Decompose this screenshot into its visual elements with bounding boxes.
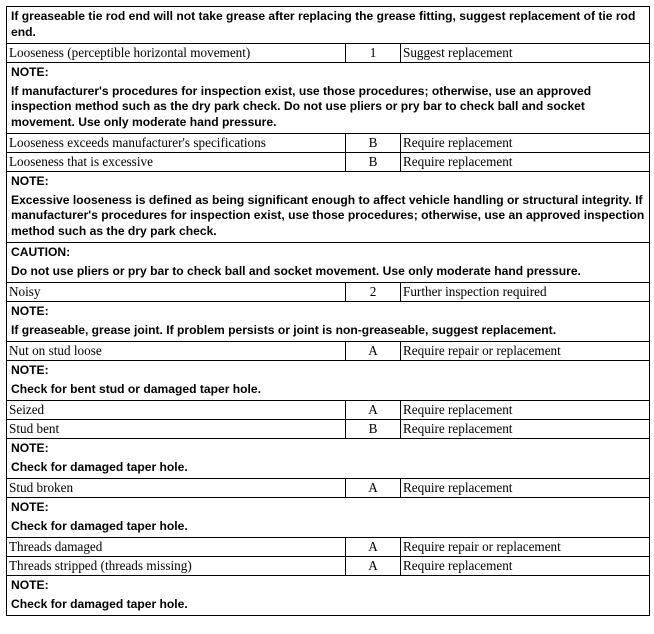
note-text: Check for bent stud or damaged taper hole. (11, 381, 261, 396)
inspection-table-body (7, 7, 650, 616)
code-cell: B (346, 420, 401, 439)
condition-row (7, 153, 650, 172)
condition-row (7, 44, 650, 63)
inspection-table (6, 6, 650, 616)
condition-row (7, 557, 650, 576)
note-row (7, 63, 650, 134)
caution-heading: CAUTION: (11, 245, 71, 259)
note-text: Check for damaged taper hole. (11, 596, 188, 611)
code-cell: B (346, 153, 401, 172)
code-cell: 1 (346, 44, 401, 63)
intro-cell (7, 7, 650, 44)
note-row (7, 576, 650, 616)
note-cell (7, 576, 650, 616)
condition-row (7, 342, 650, 361)
intro-row (7, 7, 650, 44)
note-text: If manufacturer's procedures for inspection exist, use those procedures; otherwise, use an approved inspection method such as the dry park check. Do not use pliers or pry bar to check ball and socket movement. Use only moderate hand pressure. (11, 83, 592, 129)
note-cell (7, 63, 650, 134)
condition-cell: Nut on stud loose (7, 342, 346, 361)
note-cell (7, 439, 650, 479)
code-cell: 2 (346, 283, 401, 302)
code-cell: A (346, 538, 401, 557)
action-cell: Require replacement (401, 557, 650, 576)
note-text: Check for damaged taper hole. (11, 518, 188, 533)
note-row (7, 302, 650, 342)
condition-cell: Stud bent (7, 420, 346, 439)
condition-row (7, 283, 650, 302)
action-cell: Further inspection required (401, 283, 650, 302)
note-heading: NOTE: (11, 578, 49, 592)
condition-cell: Seized (7, 401, 346, 420)
note-heading: NOTE: (11, 174, 49, 188)
condition-row (7, 134, 650, 153)
note-text: Excessive looseness is defined as being significant enough to affect vehicle handling or structural integrity. If manufacturer's procedures for inspection exist, use those procedures; otherwise, use an approved inspection method such as the dry park check. (11, 192, 645, 238)
condition-cell: Looseness that is excessive (7, 153, 346, 172)
note-heading: NOTE: (11, 363, 49, 377)
condition-cell: Looseness (perceptible horizontal movement) (7, 44, 346, 63)
action-cell: Require replacement (401, 134, 650, 153)
note-heading: NOTE: (11, 441, 49, 455)
condition-cell: Looseness exceeds manufacturer's specifications (7, 134, 346, 153)
condition-row (7, 401, 650, 420)
action-cell: Require replacement (401, 401, 650, 420)
note-cell (7, 302, 650, 342)
caution-cell (7, 243, 650, 283)
note-heading: NOTE: (11, 65, 49, 79)
action-cell: Require repair or replacement (401, 342, 650, 361)
condition-cell: Threads stripped (threads missing) (7, 557, 346, 576)
note-row (7, 361, 650, 401)
caution-text: Do not use pliers or pry bar to check ball and socket movement. Use only moderate hand pressure. (11, 263, 581, 278)
note-text: Check for damaged taper hole. (11, 459, 188, 474)
note-cell (7, 498, 650, 538)
action-cell: Require repair or replacement (401, 538, 650, 557)
condition-cell: Threads damaged (7, 538, 346, 557)
code-cell: A (346, 342, 401, 361)
action-cell: Require replacement (401, 420, 650, 439)
code-cell: A (346, 557, 401, 576)
action-cell: Require replacement (401, 153, 650, 172)
intro-text: If greaseable tie rod end will not take grease after replacing the grease fitting, suggest replacement of tie rod end. (11, 9, 636, 39)
code-cell: B (346, 134, 401, 153)
note-heading: NOTE: (11, 304, 49, 318)
note-text: If greaseable, grease joint. If problem persists or joint is non-greaseable, suggest replacement. (11, 322, 557, 337)
action-cell: Suggest replacement (401, 44, 650, 63)
note-cell (7, 361, 650, 401)
note-row (7, 439, 650, 479)
note-heading: NOTE: (11, 500, 49, 514)
condition-row (7, 538, 650, 557)
caution-row (7, 243, 650, 283)
note-row (7, 498, 650, 538)
condition-row (7, 420, 650, 439)
note-row (7, 172, 650, 243)
code-cell: A (346, 401, 401, 420)
action-cell: Require replacement (401, 479, 650, 498)
condition-row (7, 479, 650, 498)
condition-cell: Noisy (7, 283, 346, 302)
condition-cell: Stud broken (7, 479, 346, 498)
code-cell: A (346, 479, 401, 498)
note-cell (7, 172, 650, 243)
inspection-table-page (6, 6, 649, 616)
